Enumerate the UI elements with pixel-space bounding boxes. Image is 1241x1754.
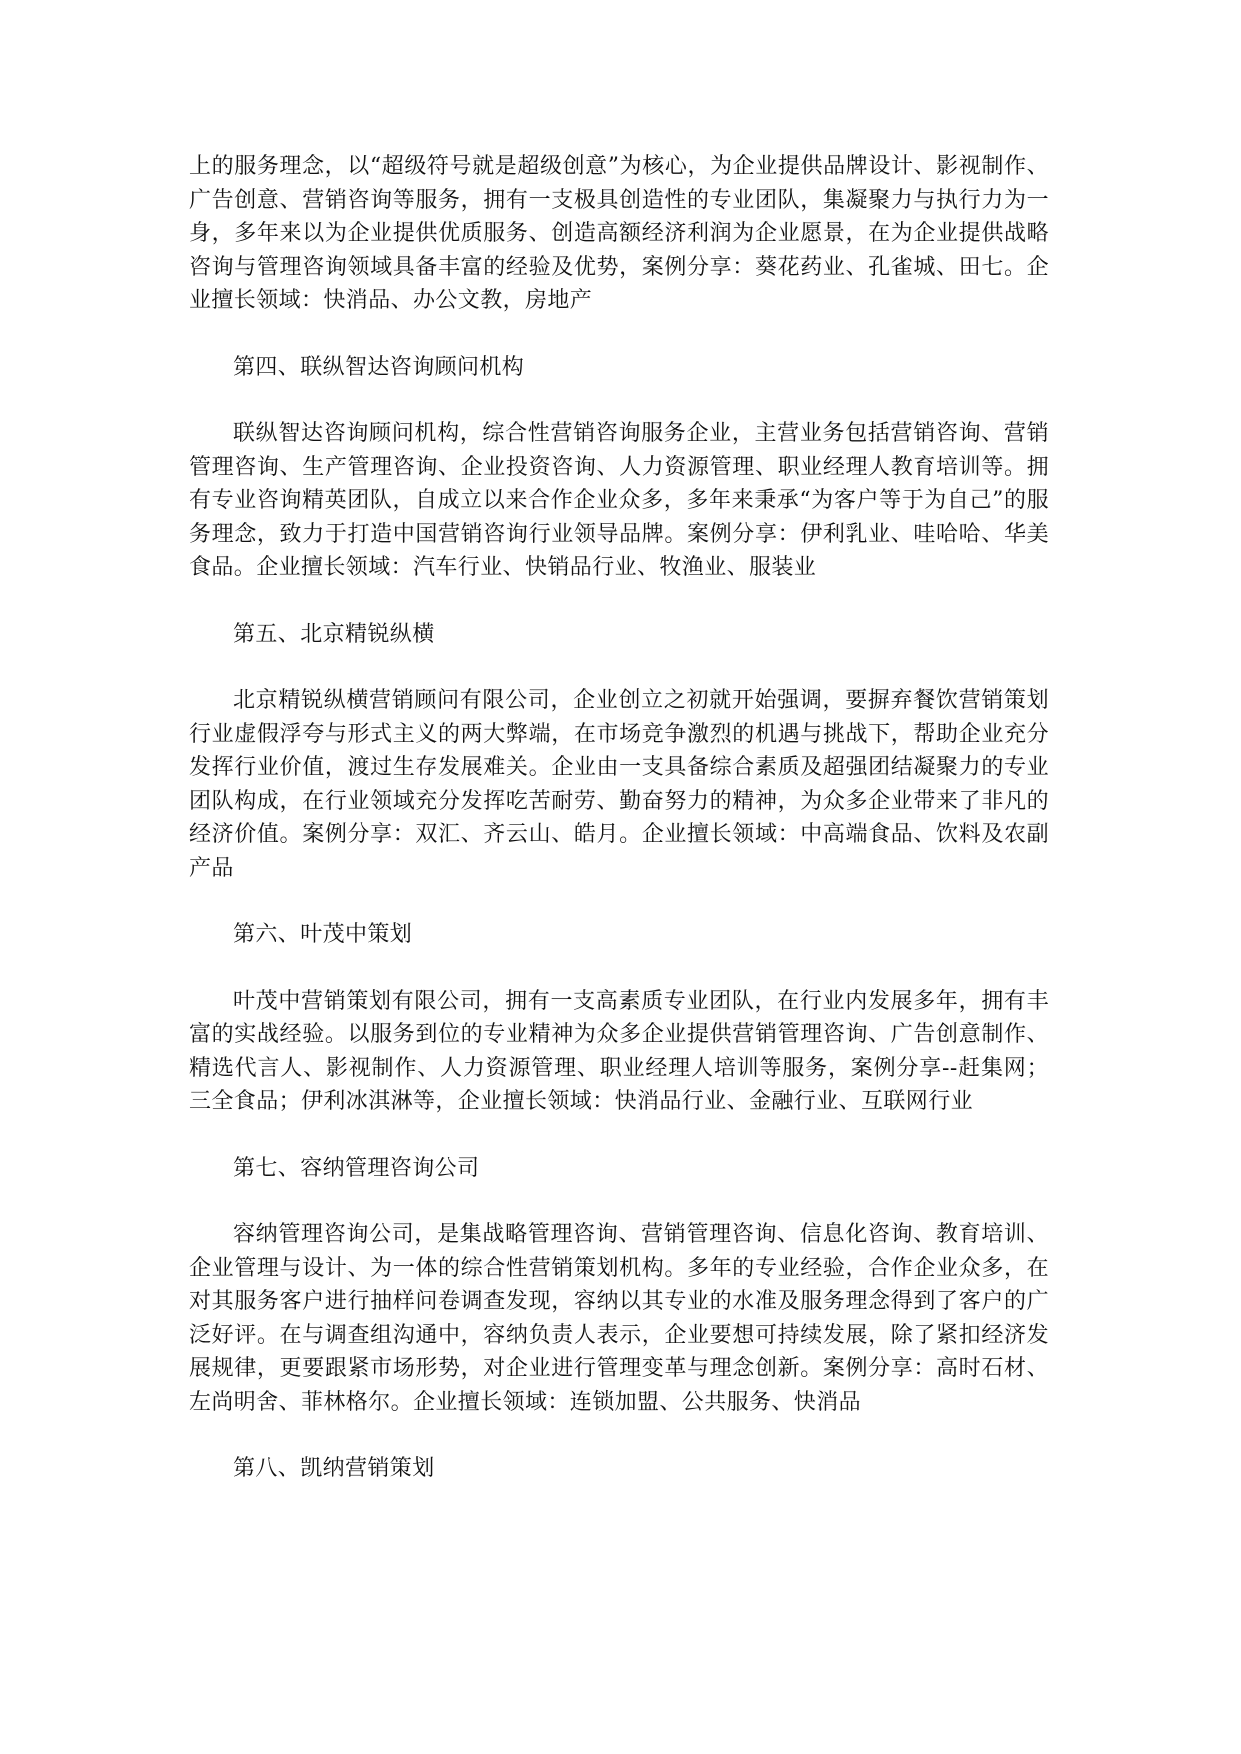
section-paragraph-7: 容纳管理咨询公司，是集战略管理咨询、营销管理咨询、信息化咨询、教育培训、企业管理与设计、为一体的综合性营销策划机构。多年的专业经验，合作企业众多，在对其服务客户进行抽样问卷调查发现，容纳以其专业的水准及服务理念得到了客户的广泛好评。在与调查组沟通中，容纳负责人表示，企业要想可持续发展，除了紧扣经济发展规律，更要跟紧市场形势，对企业进行管理变革与理念创新。案例分享：高时石材、左尚明舍、菲林格尔。企业擅长领域：连锁加盟、公共服务、快消品 [189, 1222, 1049, 1415]
document-body [189, 150, 1049, 1486]
paragraph-gap [189, 384, 1049, 417]
paragraph-gap [189, 1185, 1049, 1218]
section-heading-6: 第六、叶茂中策划 [233, 922, 413, 947]
section-paragraph-4: 联纵智达咨询顾问机构，综合性营销咨询服务企业，主营业务包括营销咨询、营销管理咨询、生产管理咨询、企业投资咨询、人力资源管理、职业经理人教育培训等。拥有专业咨询精英团队，自成立以来合作企业众多，多年来秉承“为客户等于为自己”的服务理念，致力于打造中国营销咨询行业领导品牌。案例分享：伊利乳业、哇哈哈、华美食品。企业擅长领域：汽车行业、快销品行业、牧渔业、服装业 [189, 421, 1049, 580]
paragraph-gap [189, 952, 1049, 985]
paragraph-gap [189, 885, 1049, 918]
paragraph-continued: 上的服务理念，以“超级符号就是超级创意”为核心，为企业提供品牌设计、影视制作、广告创意、营销咨询等服务，拥有一支极具创造性的专业团队，集凝聚力与执行力为一身，多年来以为企业提供优质服务、创造高额经济利润为企业愿景，在为企业提供战略咨询与管理咨询领域具备丰富的经验及优势，案例分享：葵花药业、孔雀城、田七。企业擅长领域：快消品、办公文教，房地产 [189, 154, 1049, 313]
section-paragraph-5: 北京精锐纵横营销顾问有限公司，企业创立之初就开始强调，要摒弃餐饮营销策划行业虚假浮夸与形式主义的两大弊端，在市场竞争激烈的机遇与挑战下，帮助企业充分发挥行业价值，渡过生存发展难关。企业由一支具备综合素质及超强团结凝聚力的专业团队构成，在行业领域充分发挥吃苦耐劳、勤奋努力的精神，为众多企业带来了非凡的经济价值。案例分享：双汇、齐云山、皓月。企业擅长领域：中高端食品、饮料及农副产品 [189, 688, 1049, 881]
section-heading-4: 第四、联纵智达咨询顾问机构 [233, 354, 525, 380]
section-heading-8: 第八、凯纳营销策划 [233, 1456, 435, 1481]
paragraph-gap [189, 1119, 1049, 1152]
section-heading-5: 第五、北京精锐纵横 [233, 621, 435, 647]
paragraph-gap [189, 318, 1049, 351]
paragraph-gap [189, 585, 1049, 618]
section-paragraph-6: 叶茂中营销策划有限公司，拥有一支高素质专业团队，在行业内发展多年，拥有丰富的实战经验。以服务到位的专业精神为众多企业提供营销管理咨询、广告创意制作、精选代言人、影视制作、人力资源管理、职业经理人培训等服务，案例分享--赶集网；三全食品；伊利冰淇淋等，企业擅长领域：快消品行业、金融行业、互联网行业 [189, 988, 1049, 1114]
paragraph-gap [189, 651, 1049, 684]
section-heading-7: 第七、容纳管理咨询公司 [233, 1155, 480, 1181]
paragraph-gap [189, 1419, 1049, 1452]
